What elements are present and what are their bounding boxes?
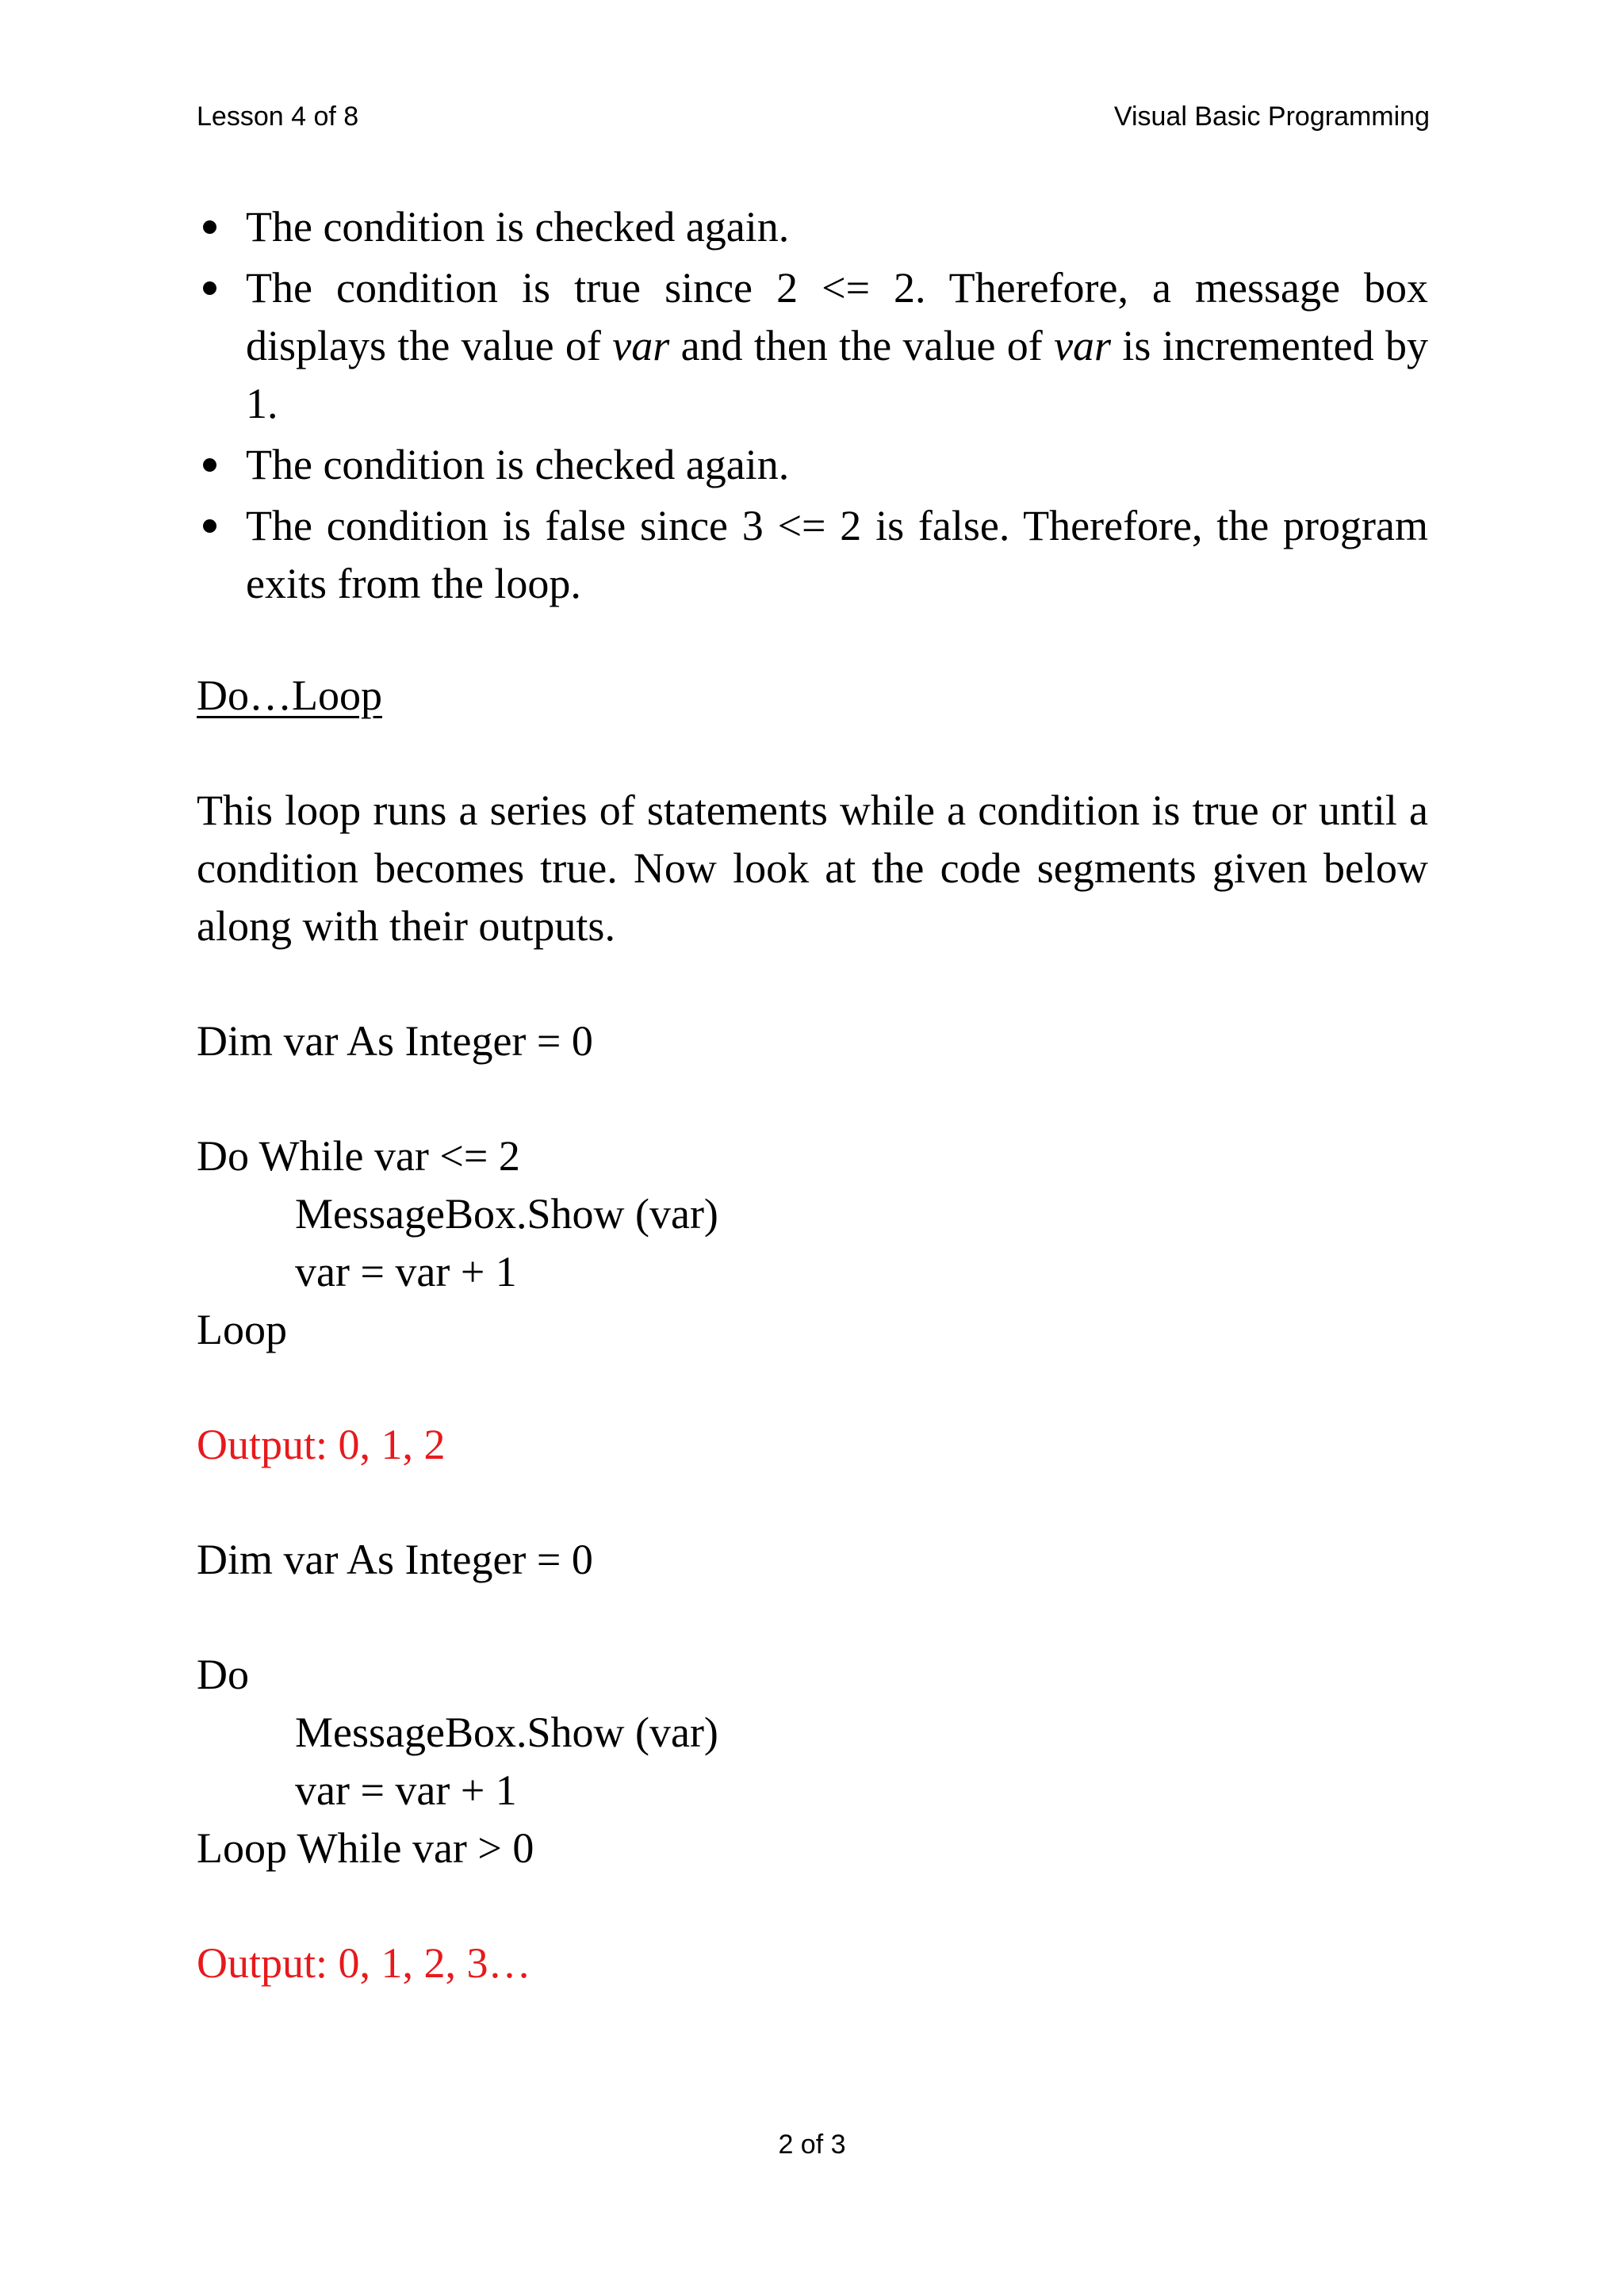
bullet-item <box>197 198 1428 256</box>
bullet-text: The condition is checked again. <box>246 441 790 488</box>
example1-body-line: MessageBox.Show (var) <box>295 1190 718 1238</box>
page-number: 2 of 3 <box>778 2130 846 2160</box>
bullet-dot-icon <box>203 519 216 533</box>
bullet-item <box>197 497 1428 613</box>
bullet-item <box>197 436 1428 494</box>
example1-declaration: Dim var As Integer = 0 <box>197 1017 593 1065</box>
example2-declaration: Dim var As Integer = 0 <box>197 1536 593 1583</box>
example2-loop-end: Loop While var > 0 <box>197 1824 534 1872</box>
italic-term: var <box>612 322 670 369</box>
bullet-list <box>197 198 1428 613</box>
bullet-text: The condition is true since 2 <= 2. Therefore, a message box displays the value of <box>246 264 1428 369</box>
bullet-text: The condition is false since 3 <= 2 is false. Therefore, the program exits from the loop. <box>246 502 1428 607</box>
example2-loop-start: Do <box>197 1651 249 1698</box>
bullet-text: and then the value of <box>669 322 1055 369</box>
bullet-dot-icon <box>203 220 216 234</box>
example1-loop-end: Loop <box>197 1306 287 1353</box>
bullet-dot-icon <box>203 281 216 295</box>
header-course-title: Visual Basic Programming <box>1113 101 1430 132</box>
example2-body-line: MessageBox.Show (var) <box>295 1709 718 1756</box>
example1-body-line: var = var + 1 <box>295 1248 517 1295</box>
example2-output: Output: 0, 1, 2, 3… <box>197 1939 531 1987</box>
bullet-dot-icon <box>203 458 216 472</box>
bullet-text: is incremented by 1. <box>246 322 1428 427</box>
page-content <box>197 198 1428 1992</box>
example1-loop-start: Do While var <= 2 <box>197 1132 520 1180</box>
italic-term: var <box>1054 322 1112 369</box>
example2-body-line: var = var + 1 <box>295 1766 517 1814</box>
bullet-text: The condition is checked again. <box>246 203 790 251</box>
bullet-item <box>197 259 1428 433</box>
example1-output: Output: 0, 1, 2 <box>197 1421 446 1468</box>
intro-paragraph: This loop runs a series of statements while a condition is true or until a condition becomes true. Now look at the code segments given below along with their outputs. <box>197 786 1428 950</box>
section-heading: Do…Loop <box>197 672 382 719</box>
header-lesson-number: Lesson 4 of 8 <box>197 101 359 132</box>
